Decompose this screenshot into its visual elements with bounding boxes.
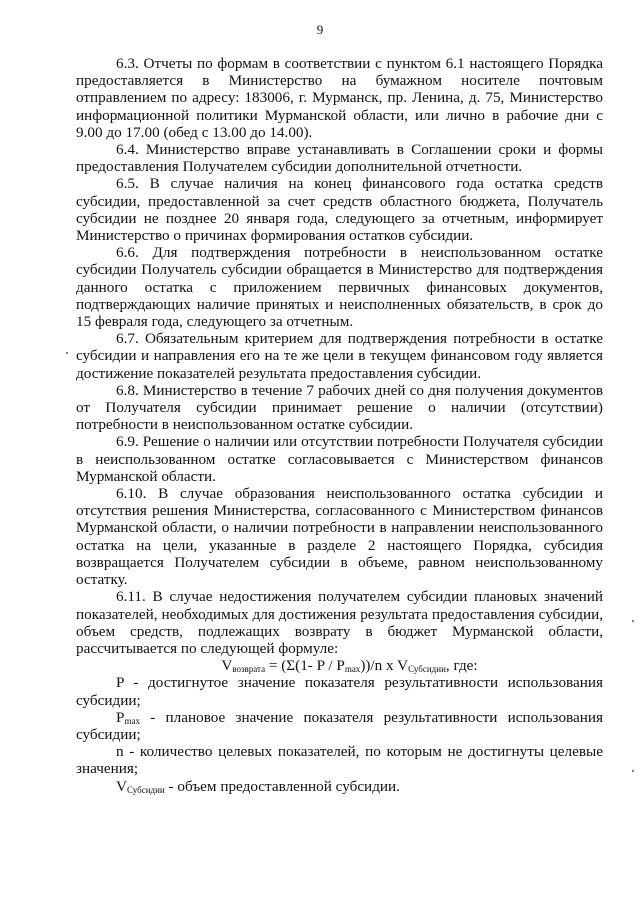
definition-pmax: $P_{max}$ - плановое значение показателя результативности использования субсидии;: [76, 708, 603, 743]
paragraph-6-7: 6.7. Обязательным критерием для подтверждения потребности в остатке субсидии и направления его на те же цели в текущем финансовом году является достижение показателей результата предоставления субсидии.: [76, 330, 603, 382]
scan-speck: [632, 770, 634, 772]
paragraph-6-9: 6.9. Решение о наличии или отсутствии потребности Получателя субсидии в неиспользованном остатке согласовывается с Министерством финансов Мурманской области.: [76, 433, 603, 485]
scan-speck: [632, 620, 634, 622]
paragraph-6-4: 6.4. Министерство вправе устанавливать в Соглашении сроки и формы предоставления Получателем субсидии дополнительной отчетности.: [76, 141, 603, 176]
scan-speck: [66, 352, 68, 354]
paragraph-6-5: 6.5. В случае наличия на конец финансового года остатка средств субсидии, предоставленной за счет средств областного бюджета, Получатель субсидии не позднее 20 января года, следующего за отчетным, информирует Министерство о причинах формирования остатков субсидии.: [76, 175, 603, 245]
return-formula: $V_{возврата} = (\Sigma(1-$ P / $P_{max}))/n$ x $V_{Субсидии}$, где:: [221, 657, 478, 675]
paragraph-6-8: 6.8. Министерство в течение 7 рабочих дней со дня получения документов от Получателя субсидии принимает решение о наличии (отсутствии) потребности в неиспользованном остатке субсидии.: [76, 381, 603, 434]
definition-v-subsidy: $V_{Субсидии}$ - объем предоставленной субсидии.: [116, 777, 400, 795]
page-number: 9: [316, 22, 324, 37]
document-body: [76, 55, 603, 795]
definition-p: P - достигнутое значение показателя результативности использования субсидии;: [76, 674, 603, 709]
paragraph-6-10: 6.10. В случае образования неиспользованного остатка субсидии и отсутствия решения Министерства, согласованного с Министерством финансов Мурманской области, о наличии потребности в направлении неиспользованного остатка на цели, указанные в разделе 2 настоящего Порядка, субсидия возвращается Получателем субсидии в объеме, равном неиспользованному остатку.: [76, 485, 603, 589]
paragraph-6-6: 6.6. Для подтверждения потребности в неиспользованном остатке субсидии Получатель субсидии обращается в Министерство для подтверждения данного остатка с приложением первичных финансовых документов, подтверждающих наличие принятых и неисполненных обязательств, в срок до 15 февраля года, следующего за отчетным.: [76, 244, 603, 331]
paragraph-6-11: 6.11. В случае недостижения получателем субсидии плановых значений показателей, необходимых для достижения результата предоставления субсидии, объем средств, подлежащих возврату в бюджет Мурманской области, рассчитывается по следующей формуле:: [76, 588, 603, 657]
paragraph-6-3: 6.3. Отчеты по формам в соответствии с пунктом 6.1 настоящего Порядка предоставляется в Министерство на бумажном носителе почтовым отправлением по адресу: 183006, г. Мурманск, пр. Ленина, д. 75, Министерство информационной политики Мурманской области, или лично в рабочие дни с 9.00 до 17.00 (обед с 13.00 до 14.00).: [76, 55, 603, 141]
definition-n: n - количество целевых показателей, по которым не достигнуты целевые значения;: [76, 743, 603, 778]
